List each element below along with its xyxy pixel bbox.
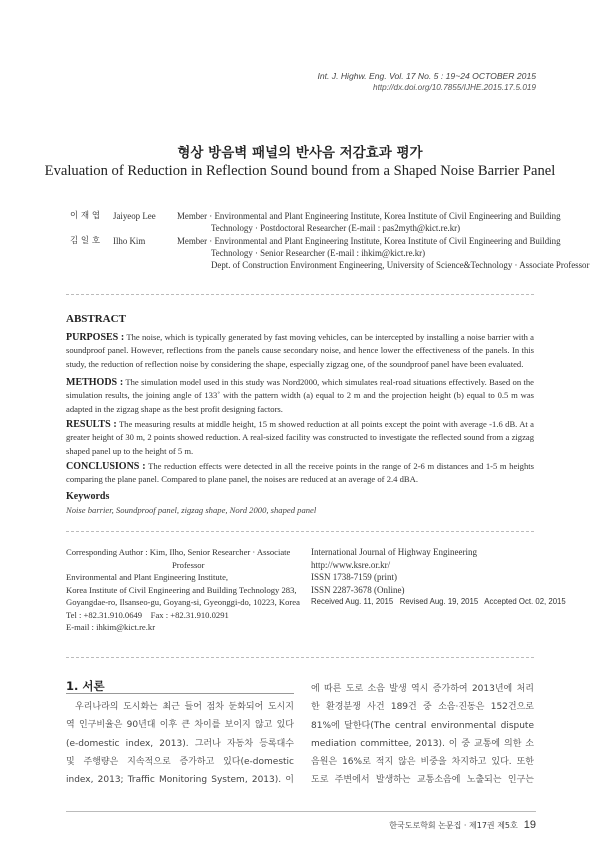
body-line: 및 주행량은 지속적으로 증가하고 있다(e-domestic [66, 756, 294, 767]
journal-url[interactable]: http://www.ksre.or.kr/ [311, 559, 391, 570]
corr-line: Environmental and Plant Engineering Institute, [66, 572, 229, 582]
abstract-methods [66, 376, 534, 416]
page-number: 19 [523, 819, 536, 831]
body-line: mediation committee, 2013). 이 중 교통에 의한 소 [311, 738, 534, 749]
doi-link[interactable]: http://dx.doi.org/10.7855/IJHE.2015.17.5.019 [373, 83, 536, 92]
title-korean: 형상 방음벽 패널의 반사음 저감효과 평가 [177, 145, 423, 161]
author1-name-en: Jaiyeop Lee [113, 211, 156, 221]
keywords-heading: Keywords [66, 491, 110, 502]
keywords-list: Noise barrier, Soundproof panel, zigzag shape, Nord 2000, shaped panel [66, 505, 317, 515]
methods-label: METHODS : [66, 377, 124, 388]
footer-rule [66, 811, 536, 812]
results-text: The measuring results at middle height, 15 m showed reduction at all points except the point with average -1.6 dB. At a greater height of 30 m, 2 points showed reduction. A real-sized facility was constructed to investigate the reflected sound from a zigzag shaped panel up to the height of 5 m. [66, 419, 534, 456]
body-column-right [311, 680, 534, 790]
section-rule [66, 693, 294, 694]
results-label: RESULTS : [66, 419, 117, 430]
author1-name-ko: 이 재 엽 [70, 211, 101, 221]
author1-affiliation-line1: Member · Environmental and Plant Engineering Institute, Korea Institute of Civil Engineering and Building [177, 211, 561, 221]
abstract-purposes [66, 331, 534, 371]
methods-text: The simulation model used in this study was Nord2000, which simulates real-road situations effectively. Based on the simulation results, the joining angle of 133˚ with the pattern width (a) equal to 2 m and the projection height (b) equal to 0.5 m was adapted in the zigzag shape as the best profit designing factors. [66, 377, 534, 414]
body-line: 한 환경분쟁 사건 189건 중 소음·진동은 152건으로 [311, 702, 534, 713]
purposes-text: The noise, which is typically generated by fast moving vehicles, can be intercepted by installing a noise barrier with a soundproof panel. However, reflections from the panels cause secondary noise, and hence lower the effectiveness of the panels. In this study, the reduction of reflection noise by considering the shape, especially zigzag one, of the soundproof panel have been evaluated. [66, 332, 534, 369]
author2-name-en: Ilho Kim [113, 236, 146, 246]
body-line: 역 인구비율은 90년대 이후 큰 차이를 보이지 않고 있다 [66, 720, 294, 731]
journal-citation: Int. J. Highw. Eng. Vol. 17 No. 5 : 19~24 OCTOBER 2015 [317, 71, 536, 81]
corr-line: Korea Institute of Civil Engineering and Building Technology 283, [66, 584, 297, 595]
divider [66, 294, 534, 295]
body-line: index, 2013; Traffic Monitoring System, 2013). 이 [66, 775, 294, 786]
author2-affiliation-line2: Technology · Senior Researcher (E-mail : ihkim@kict.re.kr) [211, 248, 426, 258]
body-line: 도로 주변에서 발생하는 교통소음에 노출되는 인구는 [311, 775, 534, 786]
corr-line: Professor [172, 559, 205, 570]
title-english: Evaluation of Reduction in Reflection Sound bound from a Shaped Noise Barrier Panel [44, 163, 556, 179]
corr-line: Tel : +82.31.910.0649 Fax : +82.31.910.0291 [66, 609, 229, 620]
issn-print: ISSN 1738-7159 (print) [311, 572, 397, 582]
abstract-results [66, 418, 534, 458]
corr-line: Corresponding Author : Kim, Ilho, Senior Researcher · Associate [66, 547, 291, 557]
body-line: 에 따른 도로 소음 발생 역시 증가하여 2013년에 처리 [311, 684, 534, 694]
body-line: 우리나라의 도시화는 최근 들어 점차 둔화되어 도시지 [75, 702, 294, 712]
corr-email: E-mail : ihkim@kict.re.kr [66, 622, 156, 632]
abstract-heading: ABSTRACT [66, 313, 126, 325]
author1-affiliation-line2: Technology · Postdoctoral Researcher (E-mail : pas2myth@kict.re.kr) [211, 223, 461, 233]
conclusions-label: CONCLUSIONS : [66, 461, 146, 472]
body-line: 음원은 16%로 적지 않은 비중을 차지하고 있다. 또한 [311, 757, 534, 768]
author2-name-ko: 김 일 호 [70, 236, 101, 246]
received-dates: Received Aug. 11, 2015 Revised Aug. 19, 2015 Accepted Oct. 02, 2015 [311, 597, 566, 606]
footer-journal: 한국도로학회 논문집 · 제17권 제5호 [389, 821, 518, 830]
body-column-left [66, 698, 294, 789]
divider [66, 657, 534, 658]
section-heading: 1. 서론 [66, 679, 105, 693]
page-footer [389, 819, 536, 831]
purposes-label: PURPOSES : [66, 332, 125, 343]
abstract-conclusions [66, 460, 534, 487]
author2-affiliation-line1: Member · Environmental and Plant Engineering Institute, Korea Institute of Civil Engineering and Building [177, 236, 561, 246]
conclusions-text: The reduction effects were detected in all the receive points in the range of 2-6 m distances and 1-5 m heights comparing the plane panel. Compared to plane panel, the noises are reduced at an average of 2.4 dBA. [66, 461, 535, 485]
journal-name: International Journal of Highway Engineering [311, 547, 477, 557]
body-line: 81%에 달한다(The central environmental dispute [311, 720, 534, 731]
divider [66, 531, 534, 532]
author2-affiliation-line3: Dept. of Construction Environment Engineering, University of Science&Technology · Associate Professor [211, 260, 590, 270]
corresponding-author-block [66, 546, 301, 634]
issn-online: ISSN 2287-3678 (Online) [311, 584, 405, 595]
body-line: (e-domestic index, 2013). 그러나 자동차 등록대수 [66, 738, 294, 749]
journal-info-block [311, 546, 566, 609]
corr-line: Goyangdae-ro, Ilsanseo-gu, Goyang-si, Gyeonggi-do, 10223, Korea [66, 597, 300, 607]
